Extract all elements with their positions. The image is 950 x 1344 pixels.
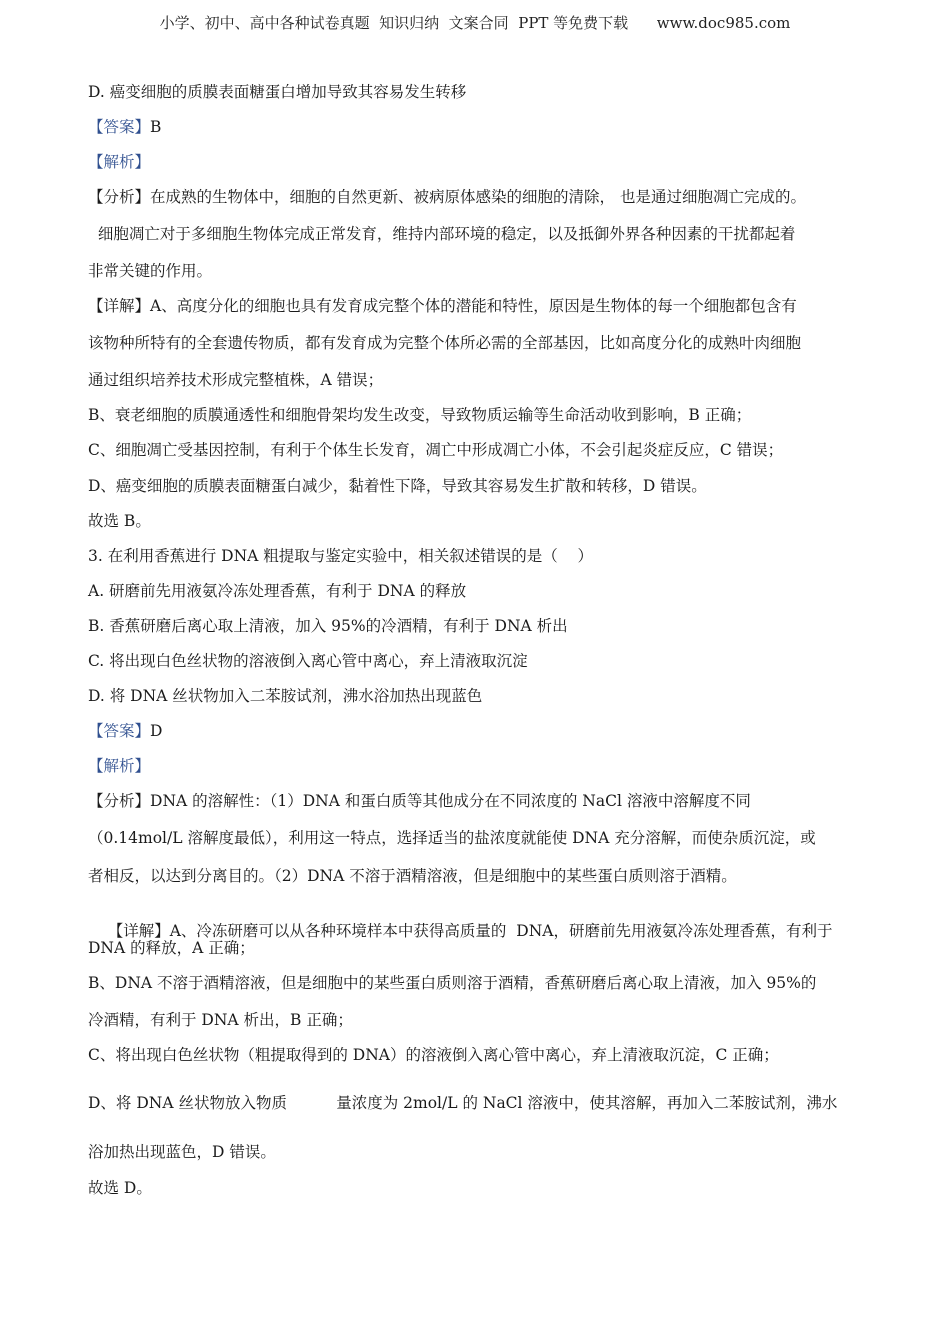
fenxi-text: DNA 的溶解性：（1）DNA 和蛋白质等其他成分在不同浓度的 NaCl 溶液中溶解度不同: [150, 792, 751, 810]
q3-xiangjie-b-1: B、DNA 不溶于酒精溶液，但是细胞中的某些蛋白质则溶于酒精，香蕉研磨后离心取上清液，加入 95%的: [88, 974, 817, 992]
q2-answer: [88, 117, 161, 137]
q2-conclusion: 故选 B。: [88, 512, 151, 530]
q2-xiangjie-c: C、细胞凋亡受基因控制，有利于个体生长发育，凋亡中形成凋亡小体，不会引起炎症反应，C 错误；: [88, 441, 784, 459]
q3-option-a: A. 研磨前先用液氨冷冻处理香蕉，有利于 DNA 的释放: [88, 582, 467, 600]
q2-xiangjie-line-1: [88, 296, 797, 316]
q2-xiangjie-d: D、癌变细胞的质膜表面糖蛋白减少，黏着性下降，导致其容易发生扩散和转移，D 错误。: [88, 477, 707, 495]
q2-fenxi-line-1: [88, 187, 806, 207]
q3-option-c: C. 将出现白色丝状物的溶液倒入离心管中离心，弃上清液取沉淀: [88, 652, 528, 670]
q3-xiangjie-c: C、将出现白色丝状物（粗提取得到的 DNA）的溶液倒入离心管中离心，弃上清液取沉淀，C 正确；: [88, 1046, 779, 1064]
q3-xiangjie-d-1: D、将 DNA 丝状物放入物质 量浓度为 2mol/L 的 NaCl 溶液中，使其溶解，再加入二苯胺试剂，沸水: [88, 1094, 838, 1112]
q2-xiangjie-line-3: 通过组织培养技术形成完整植株，A 错误；: [88, 371, 384, 389]
q2-xiangjie-line-2: 该物种所特有的全套遗传物质，都有发育成为完整个体所必需的全部基因，比如高度分化的成熟叶肉细胞: [88, 334, 802, 352]
fenxi-label: 【分析】: [88, 792, 151, 810]
q3-xiangjie-b-2: 冷酒精，有利于 DNA 析出，B 正确；: [88, 1011, 353, 1029]
xiangjie-label: 【详解】: [107, 922, 170, 940]
q3-stem: 3. 在利用香蕉进行 DNA 粗提取与鉴定实验中，相关叙述错误的是（ ）: [88, 547, 593, 565]
fenxi-label: 【分析】: [88, 188, 151, 206]
q2-xiangjie-b: B、衰老细胞的质膜通透性和细胞骨架均发生改变，导致物质运输等生命活动收到影响，B 正确；: [88, 406, 752, 424]
q3-fenxi-line-1: [88, 791, 751, 811]
xiangjie-text: A、高度分化的细胞也具有发育成完整个体的潜能和特性，原因是生物体的每一个细胞都包含有: [150, 297, 797, 315]
q2-fenxi-line-3: 非常关键的作用。: [88, 262, 213, 280]
xiangjie-text: A、冷冻研磨可以从各种环境样本中获得高质量的 DNA，研磨前先用液氨冷冻处理香蕉，有利于: [169, 922, 833, 940]
answer-label: 【答案】: [88, 118, 151, 136]
q3-analysis-label: 【解析】: [88, 757, 151, 775]
q3-fenxi-line-3: 者相反，以达到分离目的。（2）DNA 不溶于酒精溶液，但是细胞中的某些蛋白质则溶于酒精。: [88, 867, 737, 885]
q3-conclusion: 故选 D。: [88, 1179, 152, 1197]
fenxi-text: 在成熟的生物体中，细胞的自然更新、被病原体感染的细胞的清除， 也是通过细胞凋亡完成的。: [150, 188, 806, 206]
xiangjie-label: 【详解】: [88, 297, 151, 315]
answer-value: B: [150, 118, 162, 136]
q3-xiangjie-d-2: 浴加热出现蓝色，D 错误。: [88, 1143, 276, 1161]
q2-fenxi-line-2: 细胞凋亡对于多细胞生物体完成正常发育，维持内部环境的稳定，以及抵御外界各种因素的干扰都起着: [88, 225, 796, 243]
q2-analysis-label: 【解析】: [88, 153, 151, 171]
q3-option-d: D. 将 DNA 丝状物加入二苯胺试剂，沸水浴加热出现蓝色: [88, 687, 483, 705]
answer-value: D: [150, 722, 163, 740]
q2-option-d: D. 癌变细胞的质膜表面糖蛋白增加导致其容易发生转移: [88, 83, 467, 101]
page-header: 小学、初中、高中各种试卷真题 知识归纳 文案合同 PPT 等免费下载 www.doc985.com: [159, 14, 791, 32]
q3-xiangjie-line-2: DNA 的释放，A 正确；: [88, 939, 255, 957]
q3-answer: [88, 721, 162, 741]
q3-option-b: B. 香蕉研磨后离心取上清液，加入 95%的冷酒精，有利于 DNA 析出: [88, 617, 568, 635]
q3-fenxi-line-2: （0.14mol/L 溶解度最低），利用这一特点，选择适当的盐浓度就能使 DNA 充分溶解，而使杂质沉淀，或: [88, 829, 816, 847]
answer-label: 【答案】: [88, 722, 151, 740]
